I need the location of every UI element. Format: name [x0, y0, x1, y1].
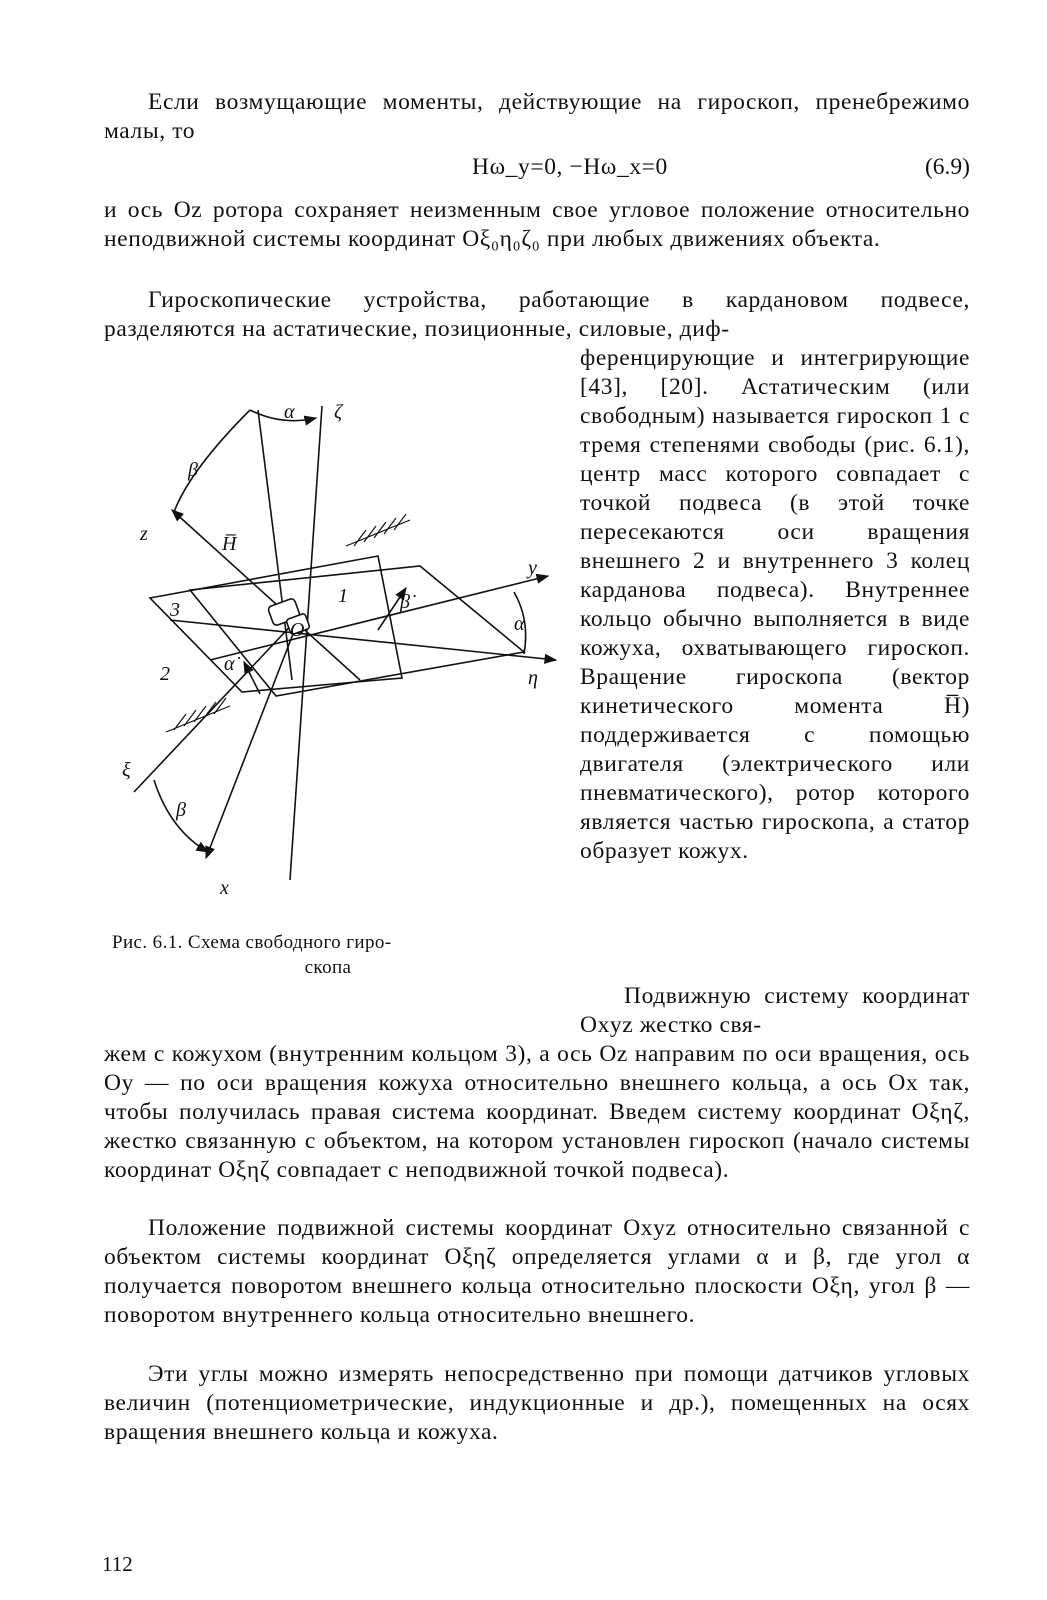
diagram-labels — [122, 401, 538, 899]
equation-number: (6.9) — [924, 154, 970, 180]
label-eta: η — [528, 667, 538, 689]
label-1: 1 — [338, 585, 348, 607]
paragraph-5: Положение подвижной системы координат Oxyz относительно связанной с объектом системы координат Oξηζ определяется углами α и β, где угол α получается поворотом внешнего кольца относительно плоскости Oξη, угол β — поворотом внутреннего кольца относительно внешнего. — [104, 1215, 970, 1328]
paragraph-3-continued: ференцирующие и интегрирующие [43], [20]. Астатическим (или свободным) называется гироскоп 1 с тремя степенями свободы (рис. 6.1), центр масс которого совпадает с точкой подвеса (в этой точке пересекаются оси вращения внешнего 2 и внутреннего 3 колец карданова подвеса). Внутреннее кольцо обычно выполняется в виде кожуха, охватывающего гироскоп. Вращение гироскопа (вектор кинетического момента H̅) поддерживается с помощью двигателя (электрического или пневматического), ротор которого является частью гироскопа, а статор образует кожух. — [580, 345, 970, 864]
label-y: y — [528, 557, 537, 579]
zeta-axis — [290, 406, 322, 880]
paragraph-2: и ось Oz ротора сохраняет неизменным свое угловое положение относительно неподвижной системы координат Oξ₀η₀ζ₀ при любых движениях объекта. — [104, 197, 970, 252]
label-beta-bottom: β — [176, 799, 186, 821]
label-x: x — [220, 877, 229, 899]
paragraph-1: Если возмущающие моменты, действующие на гироскоп, пренебрежимо малы, то — [104, 89, 970, 144]
label-3: 3 — [170, 599, 180, 621]
paragraph-3-intro: Гироскопические устройства, работающие в кардановом подвесе, разделяются на астатические, позиционные, силовые, диф- — [104, 287, 970, 342]
z-axis — [172, 510, 360, 680]
label-alpha-dot: α̇ — [224, 653, 235, 675]
caption-line-1: Рис. 6.1. Схема свободного гиро- — [112, 932, 392, 953]
tilted-axis — [258, 410, 292, 680]
label-beta-dot: β̇ — [400, 591, 410, 613]
y-axis — [210, 576, 548, 660]
label-z: z — [140, 523, 148, 545]
gyroscope-diagram-svg — [110, 380, 580, 910]
label-H-vector: H̅ — [222, 533, 237, 555]
bearing-hatching-top — [346, 514, 410, 546]
paragraph-4: жем с кожухом (внутренним кольцом 3), а ось Oz направим по оси вращения, ось Oy — по оси вращения кожуха относительно внешнего кольца, а ось Ox так, чтобы получилась правая система координат. Введем систему координат Oξηζ, жестко связанную с объектом, на котором установлен гироскоп (начало системы координат Oξηζ совпадает с неподвижной точкой подвеса). — [104, 1041, 970, 1183]
xi-axis — [134, 616, 300, 792]
bearing-hatching-bottom — [166, 698, 230, 732]
page-number: 112 — [102, 1552, 133, 1576]
label-alpha-top: α — [284, 401, 295, 423]
x-axis — [206, 616, 300, 858]
label-O: O — [290, 619, 305, 641]
label-zeta: ζ — [334, 401, 343, 423]
beta-arc-top — [174, 410, 250, 512]
equation-expression: Hω_y=0, −Hω_x=0 — [472, 154, 668, 180]
paragraph-6: Эти углы можно измерять непосредственно при помощи датчиков угловых величин (потенциометрические, индукционные и др.), помещенных на осях вращения внешнего кольца и кожуха. — [104, 1361, 970, 1445]
label-2: 2 — [160, 663, 170, 685]
gyroscope-diagram — [110, 380, 580, 910]
caption-line-2: скопа — [304, 957, 352, 978]
equation-6-9 — [104, 152, 970, 182]
paragraph-4-start: Подвижную систему координат Oxyz жестко свя- — [580, 983, 970, 1038]
label-beta-top: β — [188, 459, 198, 481]
label-alpha-right: α — [514, 613, 525, 635]
figure-caption — [112, 930, 544, 980]
label-xi: ξ — [122, 759, 131, 781]
